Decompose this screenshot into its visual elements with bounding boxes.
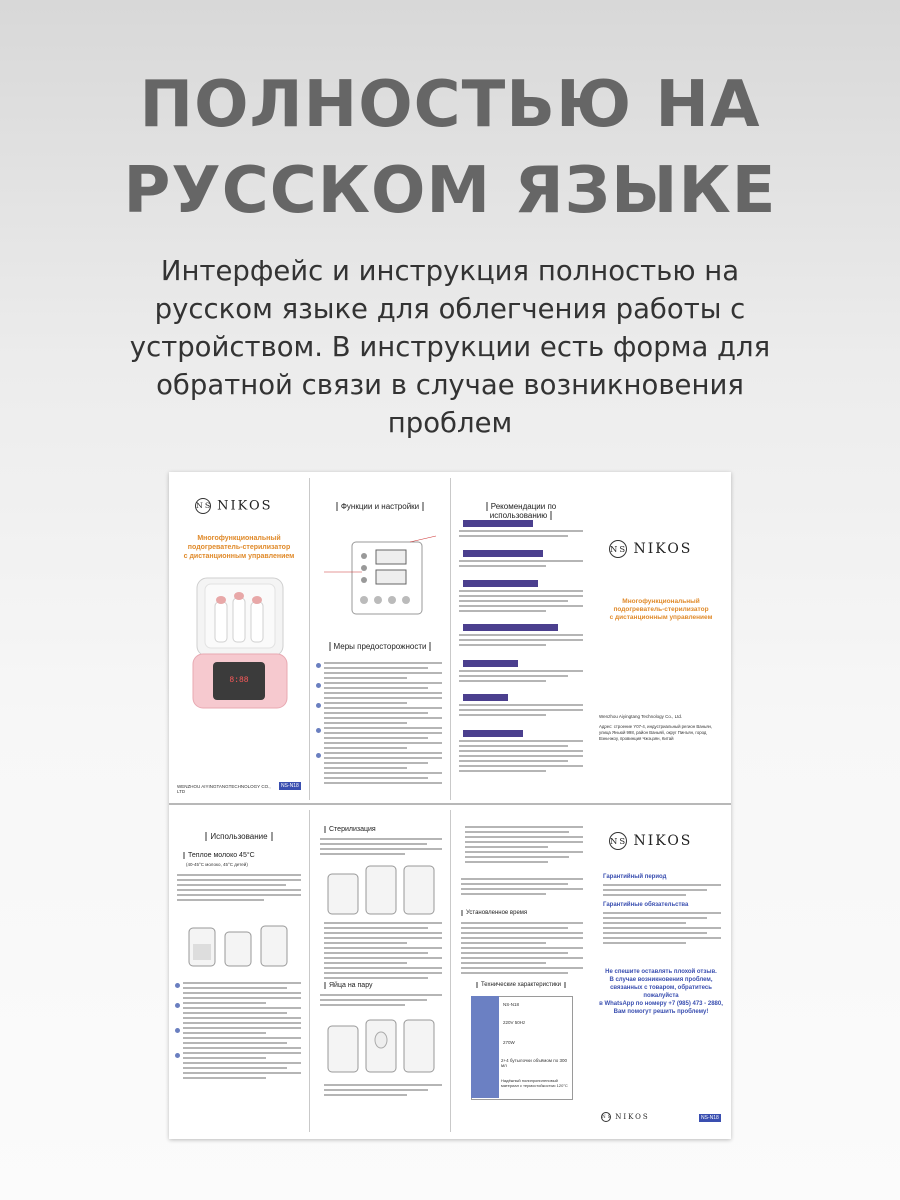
brand-mark-icon: NS	[195, 498, 211, 514]
control-panel-diagram	[322, 522, 438, 632]
spec-model: NS-N18	[503, 1002, 520, 1007]
cta-line-4: в WhatsApp по номеру +7 (985) 473 - 2880,	[599, 1001, 723, 1007]
cta-line-3: связанных с товаром, обратитесь пожалуйста	[610, 985, 712, 999]
recommendations-title	[457, 502, 585, 520]
sterilization-heading: Стерилизация	[324, 826, 376, 833]
paragraph	[459, 740, 583, 775]
bullet-icon	[175, 1028, 180, 1033]
product-title-line-3: с дистанционным управлением	[183, 553, 295, 560]
paragraph	[177, 874, 301, 904]
paragraph	[320, 994, 442, 1009]
brand-name: NIKOS	[633, 541, 693, 557]
highlight-bar	[463, 694, 508, 701]
paragraph	[459, 590, 583, 615]
steam-egg-heading: Яйца на пару	[324, 982, 373, 989]
bullet-icon	[316, 663, 321, 668]
safety-text	[324, 662, 442, 787]
highlight-bar	[463, 550, 543, 557]
warranty-period-heading: Гарантийный период	[603, 874, 667, 880]
paragraph	[324, 1084, 442, 1099]
brand-mark-icon: NS	[609, 832, 627, 850]
panel-back-cover	[591, 472, 731, 802]
highlight-bar	[463, 660, 518, 667]
subtitle	[90, 252, 810, 442]
company-name: Wenzhou Aiyingtang Technology Co., Ltd.	[599, 714, 683, 719]
spec-capacity: 2+4 бутылочки объёмом по 300 мл	[501, 1058, 567, 1068]
paragraph	[465, 826, 583, 866]
safety-title	[316, 642, 444, 651]
usage-title	[175, 832, 303, 841]
specs-title-text: Технические характеристики	[476, 982, 566, 988]
brand-name: NIKOS	[633, 833, 693, 849]
headline-line-1: ПОЛНОСТЬЮ НА	[139, 68, 761, 142]
installed-time-heading: Установленное время	[461, 910, 527, 916]
paragraph	[603, 912, 721, 947]
spec-material: Надёжный полипропиленовый материал с термостойкостью 120°С	[501, 1078, 568, 1088]
subtitle-line-5: проблем	[387, 407, 513, 439]
paragraph	[459, 634, 583, 649]
cta-line-5: Вам помогут решить проблему!	[613, 1009, 709, 1015]
paragraph	[461, 878, 583, 898]
brand-logo	[195, 498, 273, 514]
subtitle-line-4: обратной связи в случае возникновения	[156, 369, 744, 401]
functions-title	[316, 502, 444, 511]
back-title-line-2: подогреватель-стерилизатор	[613, 606, 709, 613]
paragraph	[459, 530, 583, 540]
brand-name: NIKOS	[615, 1113, 650, 1121]
warranty-obligations-heading: Гарантийные обязательства	[603, 902, 689, 908]
specs-table-header-col	[471, 996, 499, 1098]
bullet-icon	[175, 1053, 180, 1058]
paragraph	[459, 670, 583, 685]
highlight-bar	[463, 730, 523, 737]
usage-title-text: Использование	[205, 832, 272, 841]
model-badge: NS-N18	[281, 783, 299, 789]
headline-line-2: РУССКОМ ЯЗЫКЕ	[123, 154, 777, 228]
manufacturer: WENZHOU AIYINGTANGTECHNOLOGY CO., LTD	[177, 784, 271, 794]
paragraph	[459, 560, 583, 570]
product-title-line-1: Многофункциональный	[197, 535, 281, 542]
subtitle-line-1: Интерфейс и инструкция полностью на	[160, 255, 740, 287]
bullet-icon	[316, 683, 321, 688]
panel-functions	[310, 472, 450, 802]
brand-logo	[609, 540, 692, 558]
cta-line-2: В случае возникновения проблем,	[609, 977, 713, 983]
spec-power: 270W	[503, 1040, 515, 1045]
manual-sheet	[169, 472, 731, 1139]
subtitle-line-3: устройством. В инструкции есть форма для	[129, 331, 771, 363]
panel-specs	[451, 806, 591, 1136]
panel-warranty	[591, 806, 731, 1136]
page-divider	[169, 803, 731, 805]
bullet-icon	[316, 753, 321, 758]
product-title-line-2: подогреватель-стерилизатор	[187, 544, 291, 551]
highlight-bar	[463, 520, 533, 527]
recommendations-title-text: Рекомендации по использованию	[486, 502, 556, 520]
device-illustration	[185, 570, 295, 720]
paragraph	[324, 922, 442, 982]
spec-voltage: 220V 50Hz	[503, 1020, 526, 1025]
bullet-icon	[175, 1003, 180, 1008]
model-badge: NS-N18	[701, 1115, 719, 1121]
subtitle-line-2: русском языке для облегчения работы с	[154, 293, 746, 325]
highlight-bar	[463, 580, 538, 587]
panel-sterilization	[310, 806, 450, 1136]
panel-usage	[169, 806, 309, 1136]
panel-cover	[169, 472, 309, 802]
paragraph	[183, 982, 301, 1082]
bullet-icon	[316, 728, 321, 733]
specs-title	[457, 982, 585, 988]
brand-mark-icon: NS	[609, 540, 627, 558]
brand-logo	[609, 832, 692, 850]
paragraph	[320, 838, 442, 858]
panel-recommendations	[451, 472, 591, 802]
footer-logo	[601, 1112, 650, 1122]
sterilization-illustration	[324, 860, 436, 916]
warm-milk-subheading: (40-45°C молоко, 45°C детей)	[186, 862, 248, 867]
feedback-cta	[595, 968, 727, 1016]
back-product-title	[595, 598, 727, 622]
highlight-bar	[463, 624, 558, 631]
company-address: Адрес: строение Y07-4, индустриальный регион Ваньян, улица Яньюй 998, район Ваньяй, округ Пинъян, город Вэньчжоу, провинция Чжэцзян, Китай	[599, 724, 713, 741]
brand-mark-icon: NS	[601, 1112, 611, 1122]
paragraph	[603, 884, 721, 899]
steam-egg-illustration	[324, 1012, 436, 1076]
warm-milk-heading: Теплое молоко 45°C	[183, 852, 255, 859]
back-title-line-1: Многофункциональный	[622, 598, 700, 605]
paragraph	[461, 922, 583, 977]
bullet-icon	[316, 703, 321, 708]
safety-title-text: Меры предосторожности	[329, 642, 432, 651]
usage-illustration	[183, 914, 295, 974]
bullet-icon	[175, 983, 180, 988]
functions-title-text: Функции и настройки	[336, 502, 424, 511]
product-title	[173, 534, 305, 561]
svg-text:8:88: 8:88	[229, 676, 249, 685]
headline	[0, 62, 900, 234]
back-title-line-3: с дистанционным управлением	[609, 614, 713, 621]
cta-line-1: Не спешите оставлять плохой отзыв.	[605, 969, 717, 975]
paragraph	[459, 704, 583, 719]
brand-name: NIKOS	[217, 498, 273, 514]
